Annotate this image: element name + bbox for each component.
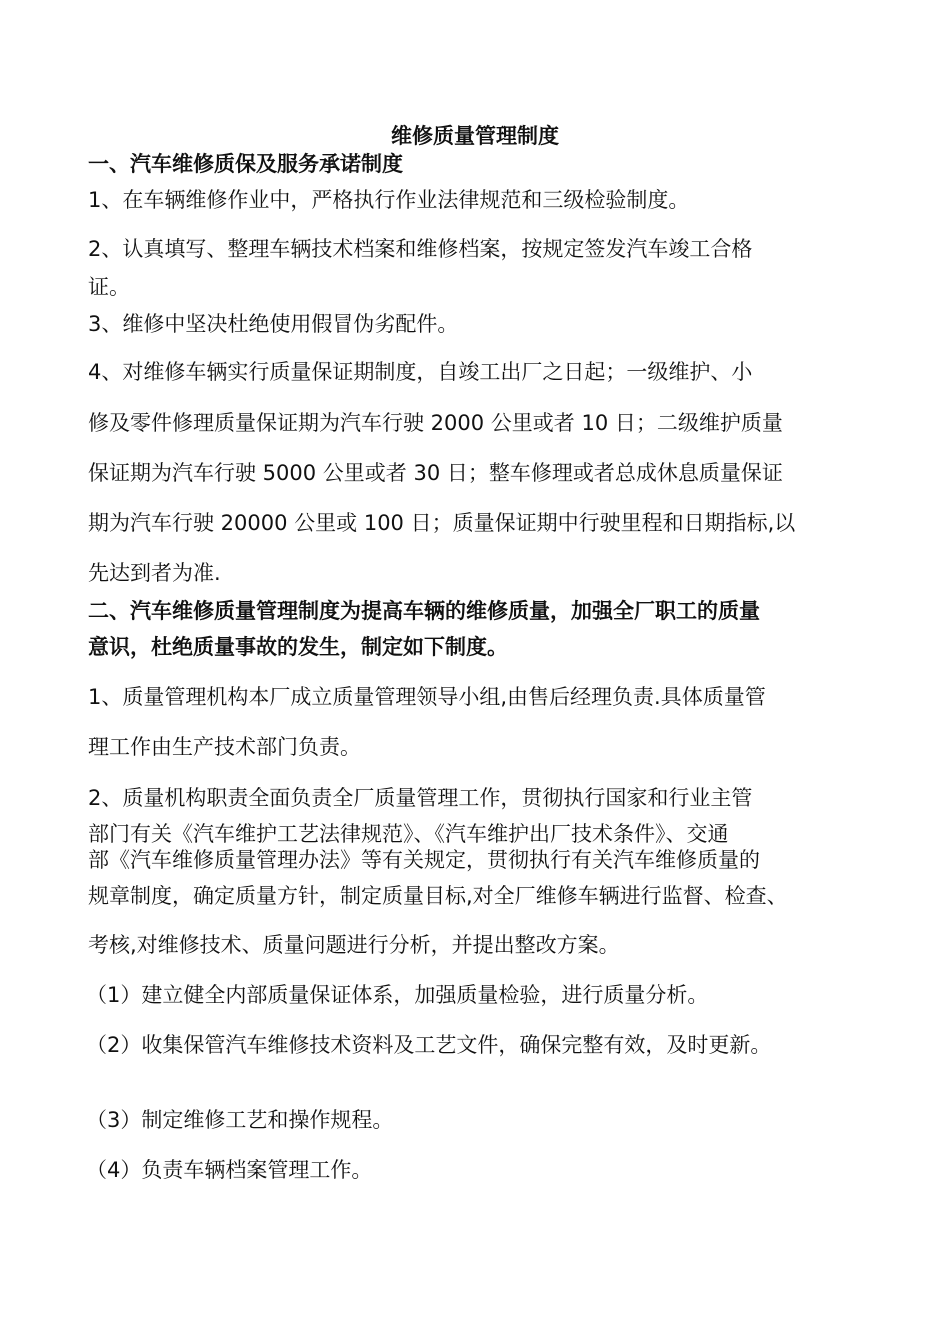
paragraph-line: 2、认真填写、整理车辆技术档案和维修档案，按规定签发汽车竣工合格 [88,237,753,261]
paragraph-line: 1、质量管理机构本厂成立质量管理领导小组,由售后经理负责.具体质量管 [88,685,766,709]
paragraph-line: 理工作由生产技术部门负责。 [88,735,361,759]
section-2-heading-cont: 意识，杜绝质量事故的发生，制定如下制度。 [88,635,508,659]
paragraph-line: 2、质量机构职责全面负责全厂质量管理工作，贯彻执行国家和行业主管 [88,786,753,810]
paragraph-line: 部门有关《汽车维护工艺法律规范》、《汽车维护出厂技术条件》、交通 [88,822,729,846]
section-1-heading: 一、汽车维修质保及服务承诺制度 [88,152,403,176]
document-title: 维修质量管理制度 [391,124,559,148]
list-item: （1）建立健全内部质量保证体系，加强质量检验，进行质量分析。 [86,983,709,1007]
paragraph-line: 部《汽车维修质量管理办法》等有关规定，贯彻执行有关汽车维修质量的 [88,848,760,872]
paragraph-line: 规章制度，确定质量方针，制定质量目标,对全厂维修车辆进行监督、检查、 [88,884,788,908]
paragraph-line: 1、在车辆维修作业中，严格执行作业法律规范和三级检验制度。 [88,188,690,212]
list-item: （4）负责车辆档案管理工作。 [86,1158,373,1182]
paragraph-line: 考核,对维修技术、质量问题进行分析，并提出整改方案。 [88,933,620,957]
paragraph-line: 保证期为汽车行驶 5000 公里或者 30 日；整车修理或者总成休息质量保证 [88,461,783,485]
list-item: （3）制定维修工艺和操作规程。 [86,1108,394,1132]
list-item: （2）收集保管汽车维修技术资料及工艺文件，确保完整有效，及时更新。 [86,1033,772,1057]
paragraph-line: 先达到者为准. [88,561,221,585]
paragraph-line: 4、对维修车辆实行质量保证期制度，自竣工出厂之日起；一级维护、小 [88,360,753,384]
paragraph-line: 期为汽车行驶 20000 公里或 100 日；质量保证期中行驶里程和日期指标,以 [88,511,796,535]
section-2-heading: 二、汽车维修质量管理制度为提高车辆的维修质量，加强全厂职工的质量 [88,599,760,623]
paragraph-line: 修及零件修理质量保证期为汽车行驶 2000 公里或者 10 日；二级维护质量 [88,411,783,435]
paragraph-line: 3、维修中坚决杜绝使用假冒伪劣配件。 [88,312,459,336]
paragraph-line: 证。 [88,275,130,299]
